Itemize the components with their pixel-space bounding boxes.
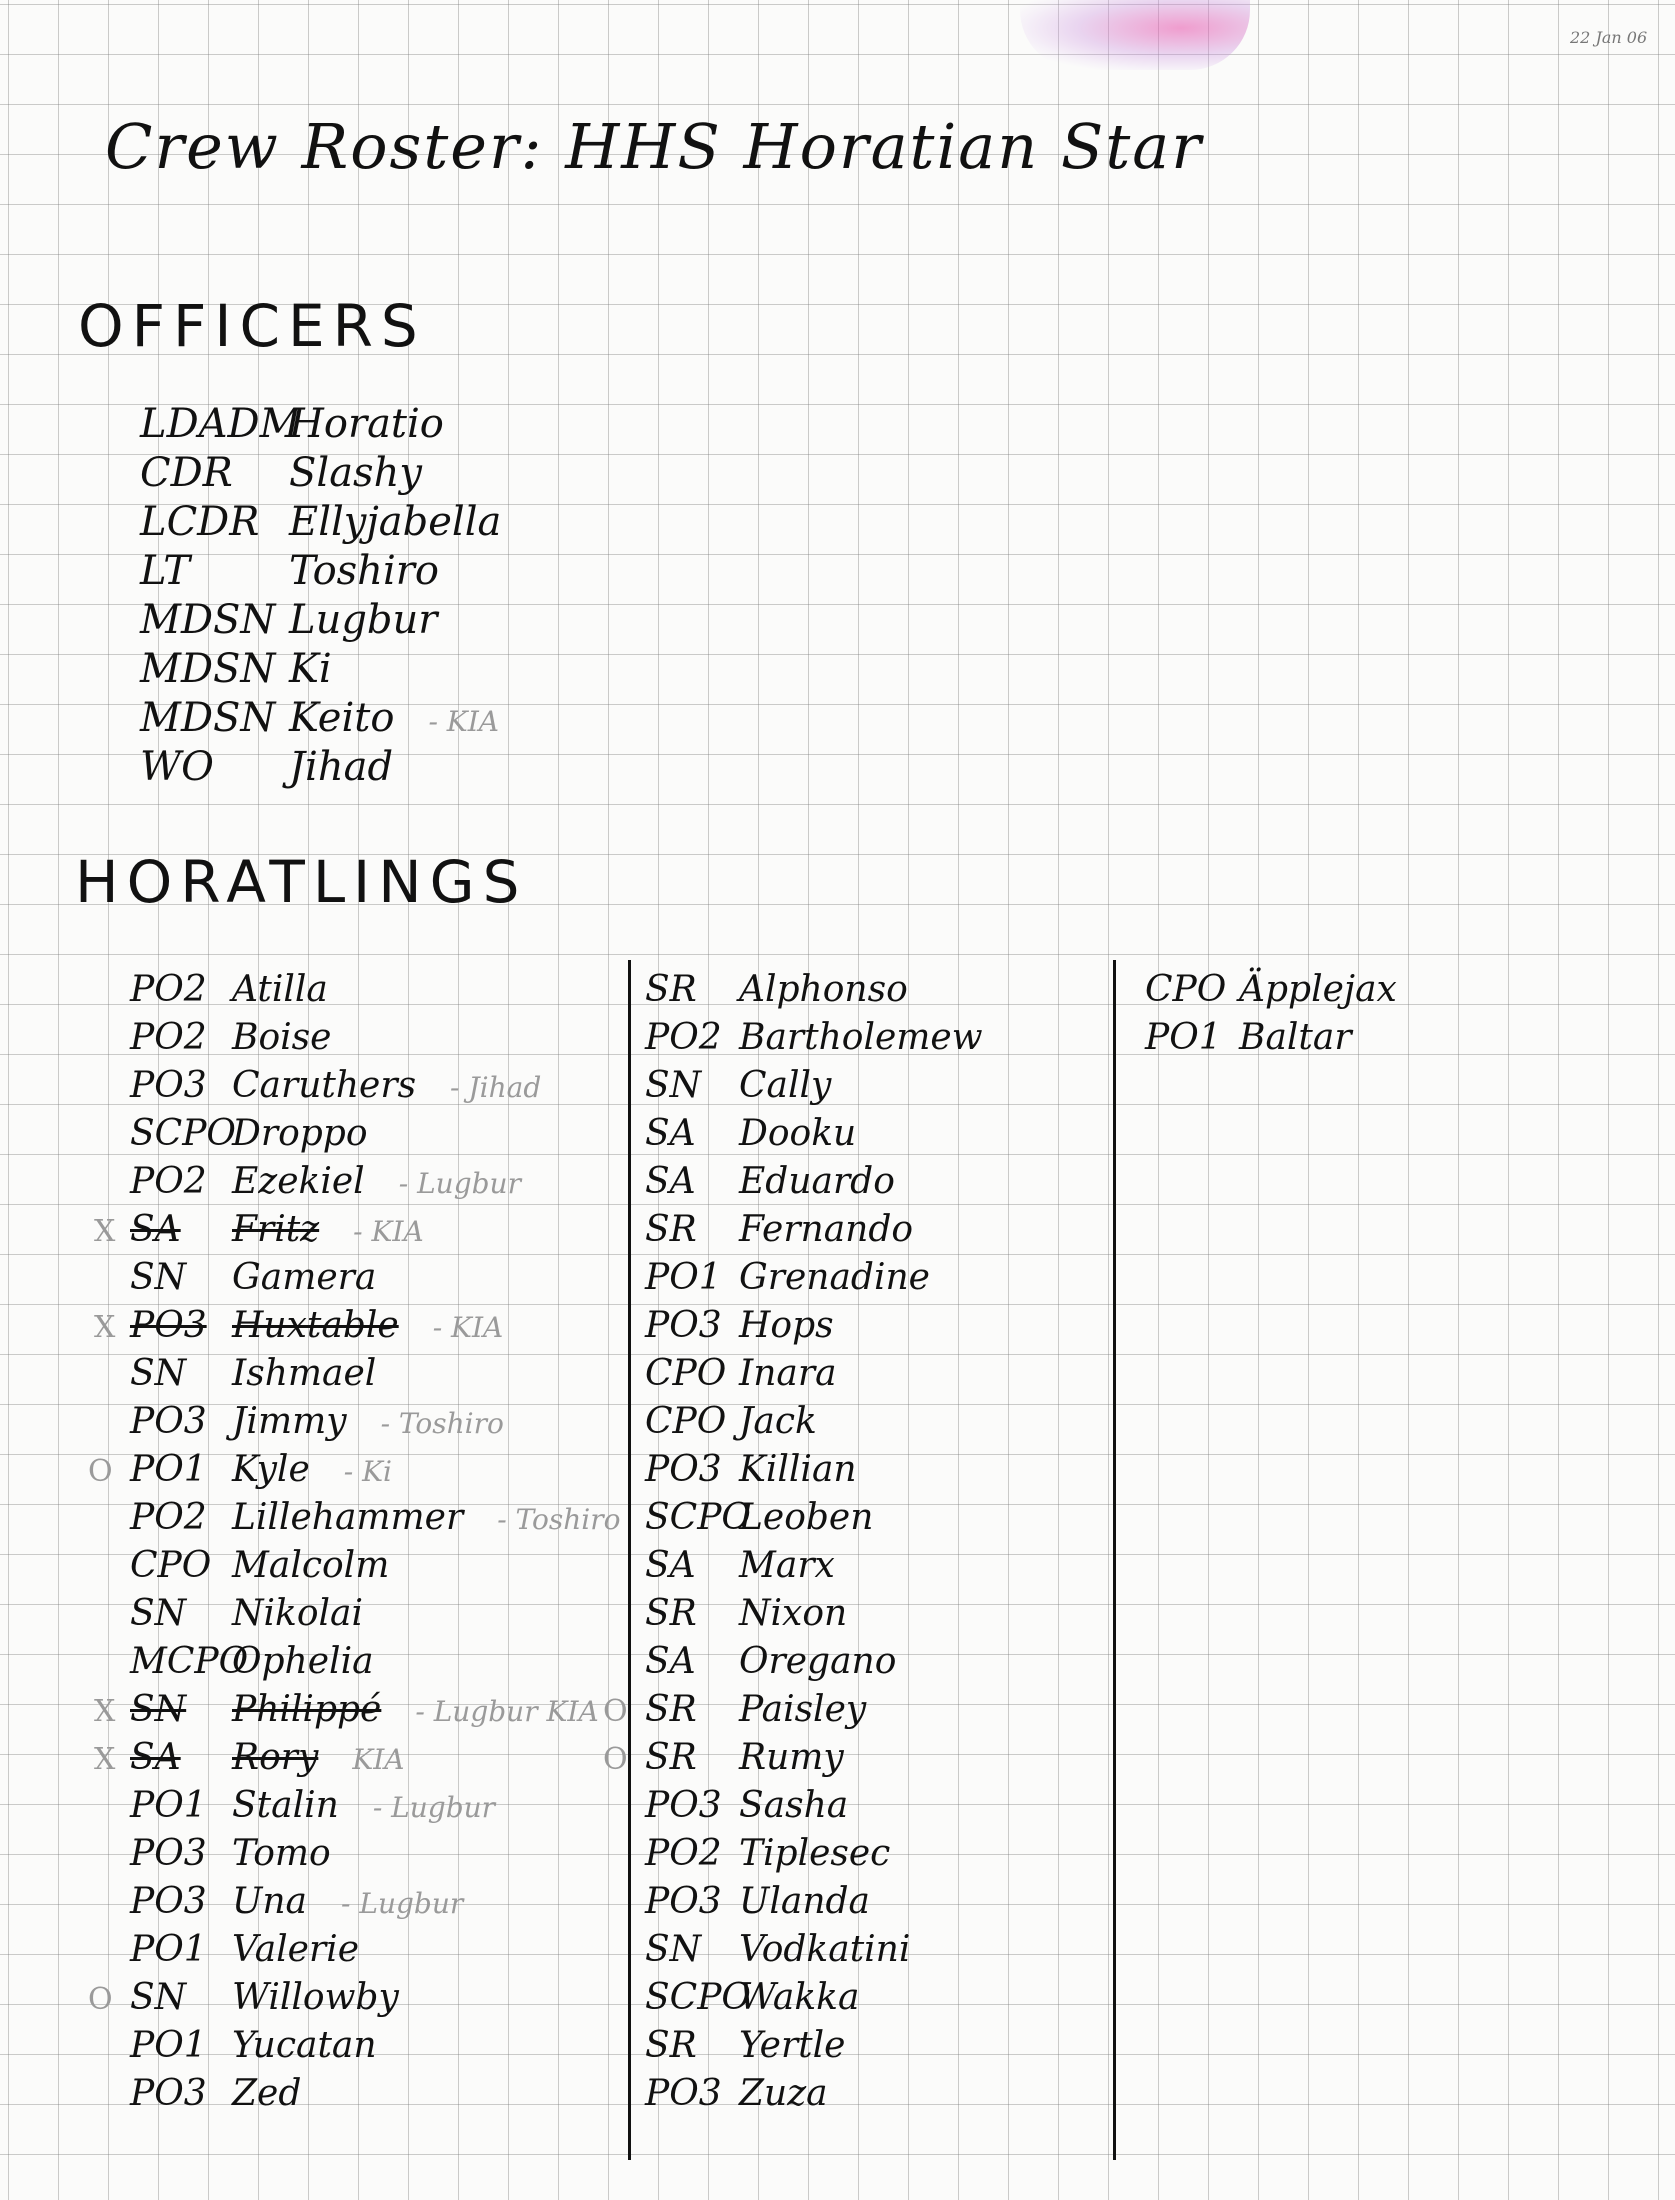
crew-name: Ezekiel — [232, 1161, 365, 1202]
rank: SCPO — [130, 1113, 236, 1154]
crew-name: Ulanda — [739, 1881, 871, 1922]
horatlings-heading: HORATLINGS — [75, 848, 528, 916]
crew-name: Toshiro — [289, 548, 439, 594]
crew-name: Bartholemew — [739, 1017, 983, 1058]
crew-name: Jimmy — [232, 1401, 347, 1442]
roster-entry — [94, 1686, 621, 1734]
crew-name: Gamera — [232, 1257, 377, 1298]
roster-entry — [140, 743, 501, 792]
column-divider — [1113, 960, 1116, 2160]
roster-entry — [130, 1350, 621, 1398]
margin-mark: O — [603, 1694, 628, 1729]
crew-name: Paisley — [739, 1689, 867, 1730]
rank: SN — [130, 1353, 187, 1394]
roster-entry — [140, 547, 501, 596]
roster-entry — [645, 1206, 983, 1254]
crew-name: Lillehammer — [232, 1497, 464, 1538]
rank: SR — [645, 2025, 697, 2066]
roster-entry — [645, 1542, 983, 1590]
rank: SR — [645, 1593, 697, 1634]
crew-name: Ki — [289, 646, 332, 692]
rank: SN — [645, 1065, 702, 1106]
roster-entry — [645, 1446, 983, 1494]
horatlings-column-2 — [603, 966, 983, 2118]
roster-entry — [94, 1734, 621, 1782]
rank: SA — [645, 1113, 696, 1154]
margin-mark: X — [94, 1310, 116, 1345]
roster-entry — [130, 2022, 621, 2070]
pencil-note: - Jihad — [450, 1071, 542, 1104]
officers-heading: OFFICERS — [78, 292, 426, 360]
rank: SA — [645, 1545, 696, 1586]
page-title: Crew Roster: HHS Horatian Star — [105, 110, 1203, 183]
pencil-note: - Lugbur — [372, 1791, 496, 1824]
roster-entry — [140, 449, 501, 498]
horatlings-column-3 — [1145, 966, 1397, 1062]
crew-name: Horatio — [289, 401, 444, 447]
crew-name: Atilla — [232, 969, 328, 1010]
rank: SCPO — [645, 1497, 751, 1538]
rank: SA — [645, 1641, 696, 1682]
date: 22 Jan 06 — [1570, 28, 1648, 47]
roster-entry — [88, 1974, 621, 2022]
rank: MDSN — [140, 646, 276, 692]
crew-name: Äpplejax — [1239, 969, 1397, 1010]
roster-entry — [140, 645, 501, 694]
crew-name: Willowby — [232, 1977, 399, 2018]
rank: CPO — [1145, 969, 1227, 1010]
pencil-note: - KIA — [432, 1311, 504, 1344]
margin-mark: O — [603, 1742, 628, 1777]
roster-entry — [645, 1878, 983, 1926]
pencil-note: - KIA — [428, 705, 499, 738]
roster-entry — [645, 966, 983, 1014]
margin-mark: X — [94, 1694, 116, 1729]
rank: MDSN — [140, 695, 276, 741]
roster-entry — [645, 1062, 983, 1110]
roster-entry — [645, 1926, 983, 1974]
rank: SN — [130, 1593, 187, 1634]
crew-name: Philippé — [232, 1689, 382, 1730]
crew-name: Vodkatini — [739, 1929, 911, 1970]
pencil-note: - KIA — [353, 1215, 424, 1248]
rank: PO3 — [130, 1065, 207, 1106]
rank: PO2 — [645, 1833, 722, 1874]
rank: PO2 — [130, 1497, 207, 1538]
rank: PO3 — [130, 1881, 207, 1922]
roster-entry — [645, 1350, 983, 1398]
crew-name: Ellyjabella — [289, 499, 502, 545]
roster-entry — [130, 1878, 621, 1926]
rank: PO3 — [645, 2073, 722, 2114]
pencil-note: - Lugbur — [341, 1887, 464, 1920]
rank: PO2 — [130, 1017, 207, 1058]
roster-entry — [1145, 966, 1397, 1014]
crew-name: Marx — [739, 1545, 835, 1586]
crew-name: Cally — [739, 1065, 832, 1106]
crew-name: Ishmael — [232, 1353, 377, 1394]
roster-entry — [130, 1014, 621, 1062]
crew-name: Nikolai — [232, 1593, 363, 1634]
roster-entry — [645, 1158, 983, 1206]
roster-entry — [645, 2022, 983, 2070]
roster-entry — [140, 694, 501, 743]
rank: PO2 — [130, 1161, 207, 1202]
roster-entry — [603, 1686, 983, 1734]
pencil-note: - Ki — [343, 1455, 392, 1488]
rank: SN — [645, 1929, 702, 1970]
rank: PO2 — [130, 969, 207, 1010]
rank: SR — [645, 1209, 697, 1250]
roster-entry — [645, 1638, 983, 1686]
rank: SA — [130, 1737, 181, 1778]
rank: SCPO — [645, 1977, 751, 2018]
rank: CDR — [140, 450, 233, 496]
pencil-note: - Toshiro — [497, 1503, 621, 1536]
rank: SR — [645, 1737, 697, 1778]
crew-name: Tiplesec — [739, 1833, 891, 1874]
rank: SA — [645, 1161, 696, 1202]
roster-entry — [645, 1302, 983, 1350]
roster-entry — [130, 1398, 621, 1446]
rank: MDSN — [140, 597, 276, 643]
crew-name: Inara — [739, 1353, 837, 1394]
roster-entry — [130, 1542, 621, 1590]
rank: LDADM — [140, 401, 301, 447]
crew-name: Kyle — [232, 1449, 310, 1490]
pencil-note: KIA — [352, 1743, 405, 1776]
ink-stain — [1020, 0, 1250, 70]
rank: PO1 — [130, 1449, 207, 1490]
crew-name: Huxtable — [232, 1305, 399, 1346]
margin-mark: X — [94, 1742, 116, 1777]
rank: CPO — [130, 1545, 212, 1586]
rank: PO1 — [130, 1785, 207, 1826]
crew-name: Malcolm — [232, 1545, 390, 1586]
crew-name: Rumy — [739, 1737, 844, 1778]
crew-name: Leoben — [739, 1497, 874, 1538]
pencil-note: - Lugbur — [398, 1167, 521, 1200]
roster-entry — [130, 1926, 621, 1974]
crew-name: Killian — [739, 1449, 857, 1490]
crew-name: Yucatan — [232, 2025, 377, 2066]
crew-name: Jack — [739, 1401, 817, 1442]
rank: CPO — [645, 1353, 727, 1394]
roster-entry — [645, 1782, 983, 1830]
margin-mark: O — [88, 1454, 113, 1489]
crew-name: Valerie — [232, 1929, 360, 1970]
roster-entry — [94, 1302, 621, 1350]
roster-entry — [130, 1638, 621, 1686]
rank: MCPO — [130, 1641, 249, 1682]
rank: PO1 — [130, 1929, 207, 1970]
crew-name: Yertle — [739, 2025, 846, 2066]
crew-name: Sasha — [739, 1785, 849, 1826]
rank: SR — [645, 1689, 697, 1730]
rank: LT — [140, 548, 190, 594]
rank: SA — [130, 1209, 181, 1250]
crew-name: Zuza — [739, 2073, 828, 2114]
roster-entry — [645, 1590, 983, 1638]
roster-entry — [645, 2070, 983, 2118]
crew-name: Alphonso — [739, 969, 908, 1010]
roster-entry — [130, 1782, 621, 1830]
rank: PO3 — [645, 1881, 722, 1922]
roster-entry — [94, 1206, 621, 1254]
roster-entry — [140, 400, 501, 449]
roster-entry — [130, 1494, 621, 1542]
roster-entry — [645, 1974, 983, 2022]
rank: SN — [130, 1257, 187, 1298]
crew-name: Caruthers — [232, 1065, 417, 1106]
crew-name: Lugbur — [289, 597, 438, 643]
pencil-note: - Toshiro — [380, 1407, 504, 1440]
rank: SN — [130, 1977, 187, 2018]
pencil-note: - Lugbur KIA — [415, 1695, 599, 1728]
rank: WO — [140, 744, 214, 790]
roster-entry — [130, 966, 621, 1014]
horatlings-column-1 — [88, 966, 621, 2118]
roster-entry — [130, 1254, 621, 1302]
rank: SN — [130, 1689, 187, 1730]
crew-name: Boise — [232, 1017, 332, 1058]
rank: CPO — [645, 1401, 727, 1442]
roster-entry — [130, 1830, 621, 1878]
roster-entry — [130, 1590, 621, 1638]
margin-mark: X — [94, 1214, 116, 1249]
roster-entry — [603, 1734, 983, 1782]
crew-name: Stalin — [232, 1785, 339, 1826]
roster-entry — [645, 1398, 983, 1446]
roster-entry — [130, 1158, 621, 1206]
roster-entry — [645, 1830, 983, 1878]
rank: SR — [645, 969, 697, 1010]
rank: PO2 — [645, 1017, 722, 1058]
crew-name: Jihad — [289, 744, 394, 790]
crew-name: Slashy — [289, 450, 422, 496]
crew-name: Grenadine — [739, 1257, 930, 1298]
rank: LCDR — [140, 499, 260, 545]
roster-entry — [88, 1446, 621, 1494]
roster-entry — [645, 1494, 983, 1542]
roster-entry — [130, 1062, 621, 1110]
crew-name: Nixon — [739, 1593, 848, 1634]
rank: PO3 — [645, 1305, 722, 1346]
rank: PO3 — [130, 2073, 207, 2114]
roster-entry — [645, 1014, 983, 1062]
crew-name: Dooku — [739, 1113, 857, 1154]
crew-name: Rory — [232, 1737, 319, 1778]
crew-name: Baltar — [1239, 1017, 1352, 1058]
roster-entry — [645, 1254, 983, 1302]
crew-name: Eduardo — [739, 1161, 895, 1202]
officers-list — [140, 400, 501, 792]
rank: PO1 — [1145, 1017, 1222, 1058]
crew-name: Una — [232, 1881, 307, 1922]
column-divider — [628, 960, 631, 2160]
roster-entry — [140, 596, 501, 645]
margin-mark: O — [88, 1982, 113, 2017]
crew-name: Droppo — [232, 1113, 368, 1154]
rank: PO3 — [130, 1401, 207, 1442]
crew-name: Fritz — [232, 1209, 320, 1250]
crew-name: Tomo — [232, 1833, 331, 1874]
crew-name: Wakka — [739, 1977, 860, 2018]
rank: PO3 — [645, 1449, 722, 1490]
roster-entry — [130, 1110, 621, 1158]
roster-entry — [140, 498, 501, 547]
rank: PO1 — [645, 1257, 722, 1298]
roster-entry — [130, 2070, 621, 2118]
roster-entry — [645, 1110, 983, 1158]
crew-name: Ophelia — [232, 1641, 374, 1682]
rank: PO3 — [645, 1785, 722, 1826]
roster-entry — [1145, 1014, 1397, 1062]
rank: PO3 — [130, 1833, 207, 1874]
crew-name: Oregano — [739, 1641, 897, 1682]
rank: PO3 — [130, 1305, 207, 1346]
crew-name: Hops — [739, 1305, 834, 1346]
rank: PO1 — [130, 2025, 207, 2066]
crew-name: Keito — [289, 695, 395, 741]
crew-name: Fernando — [739, 1209, 914, 1250]
crew-name: Zed — [232, 2073, 302, 2114]
